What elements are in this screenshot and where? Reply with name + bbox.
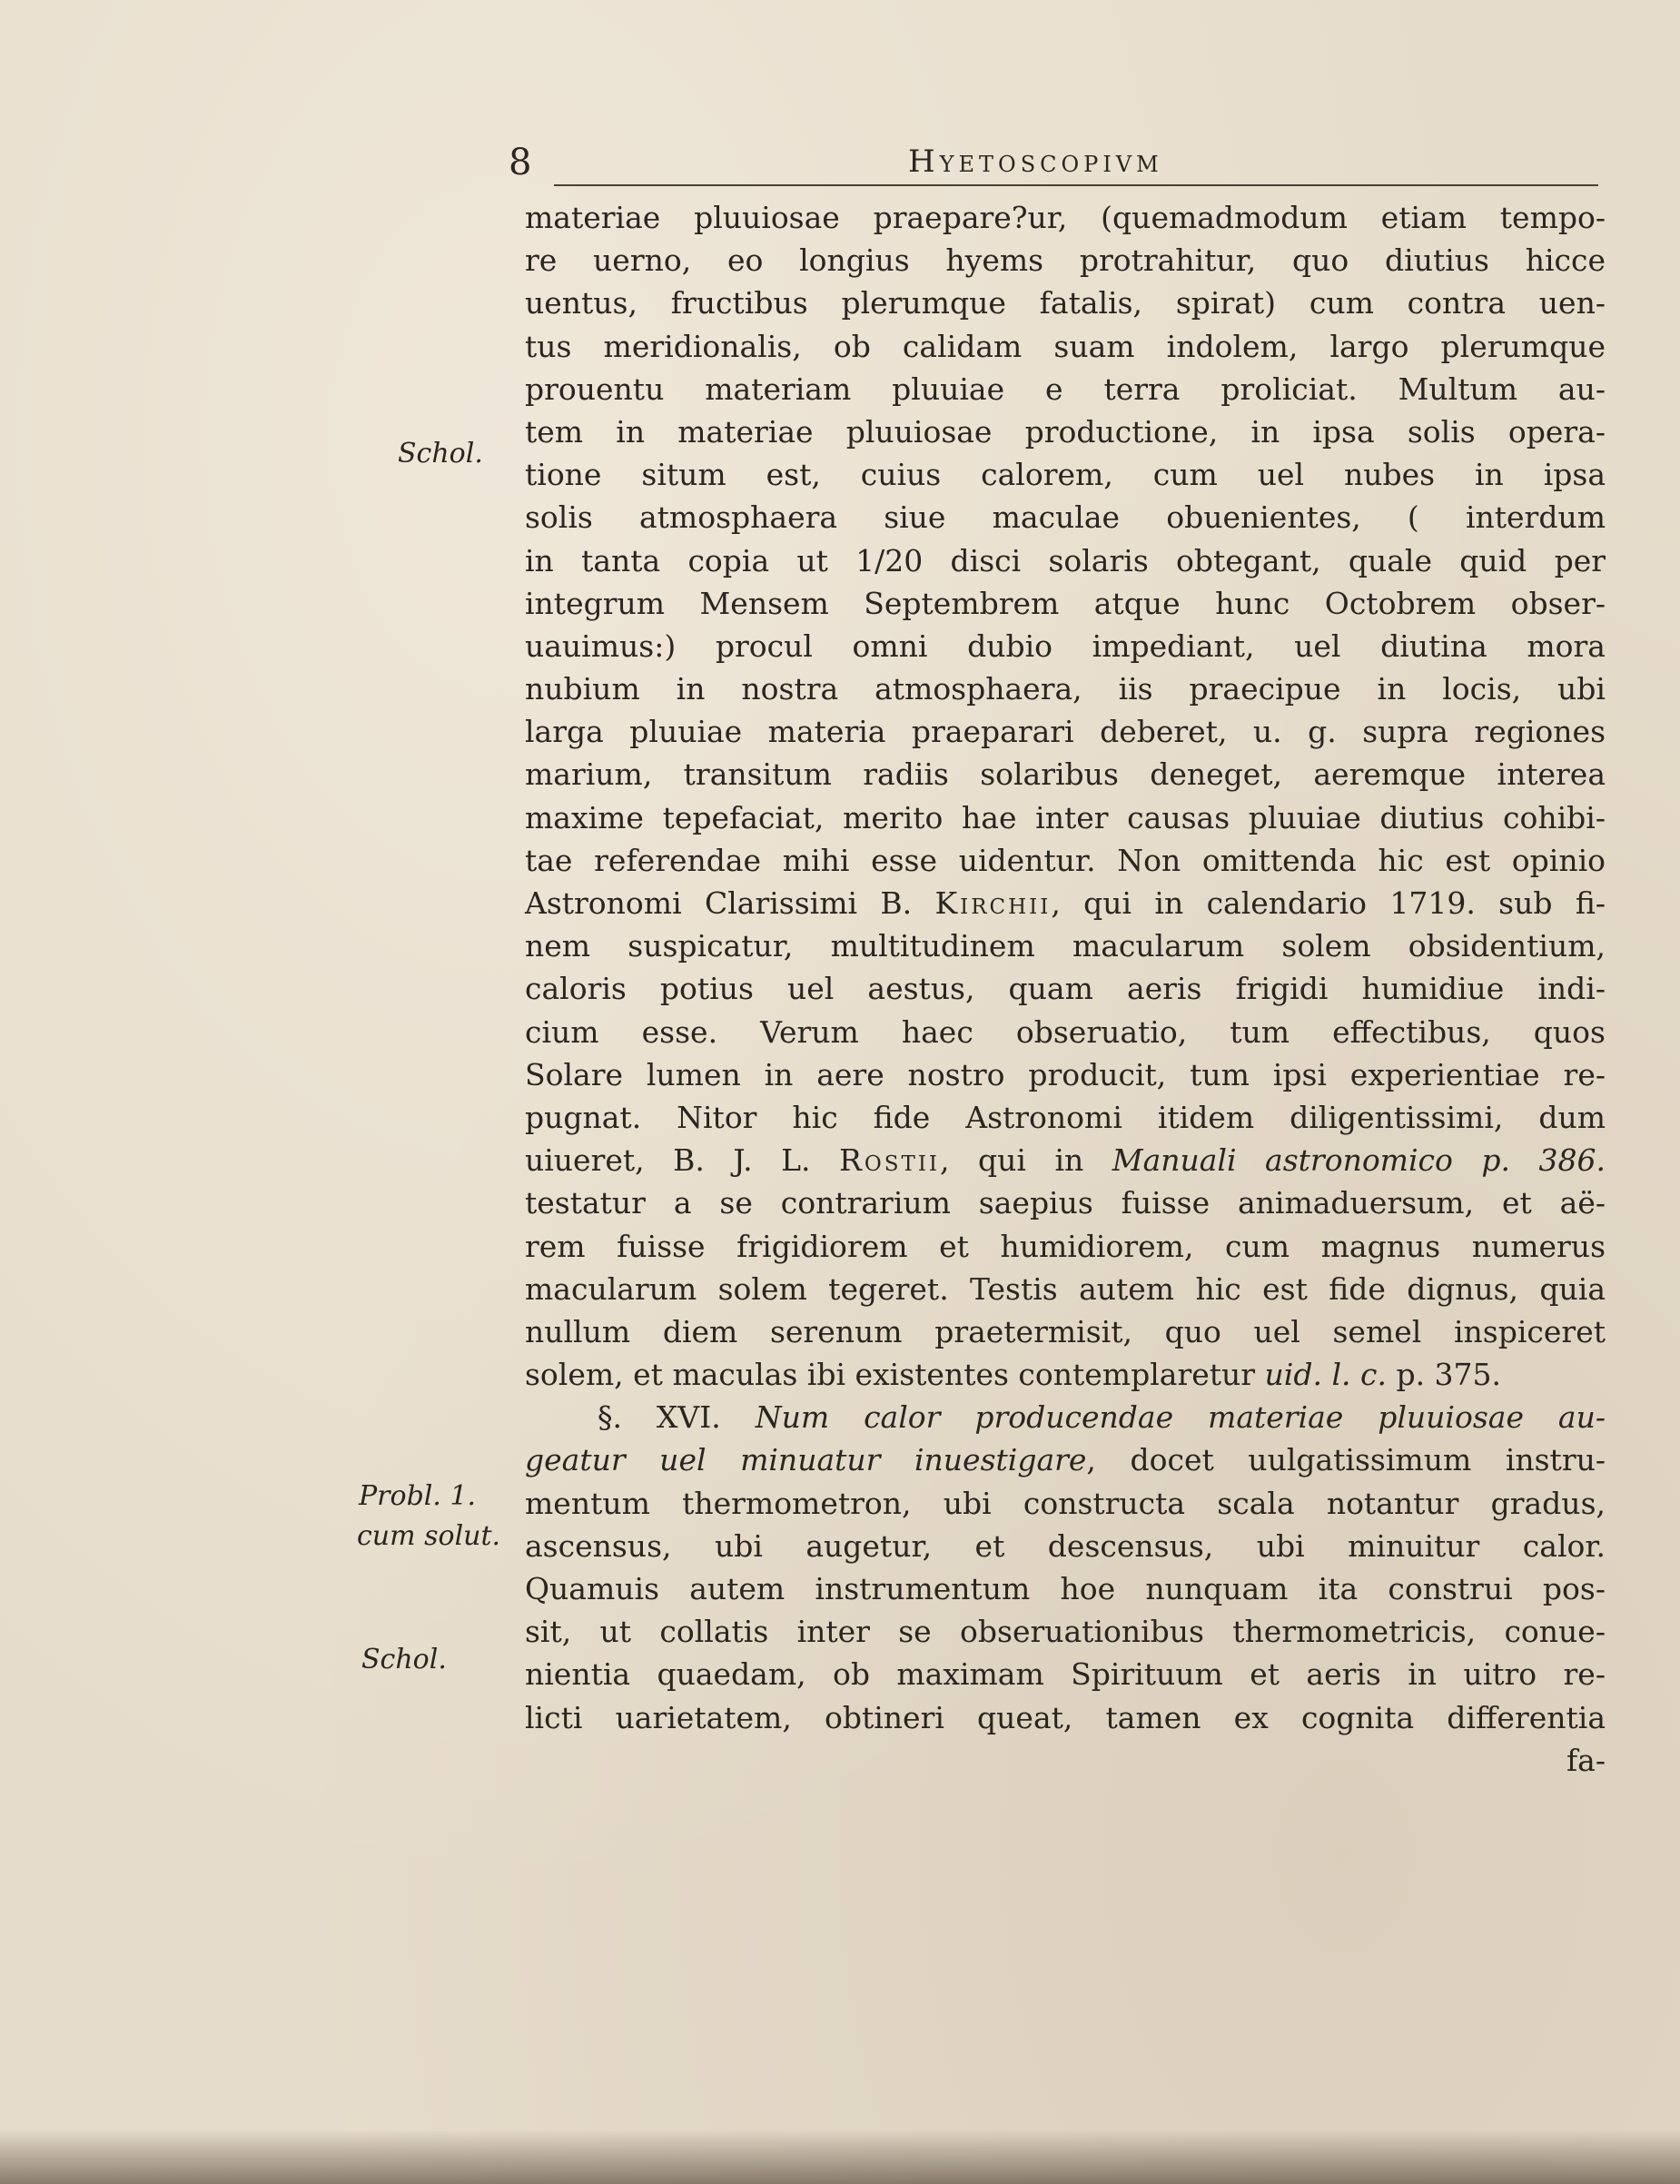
text-line: macularum solem tegeret. Testis autem hic est fide dignus, quia	[525, 1270, 1606, 1307]
text-line: nullum diem serenum praetermisit, quo uel semel inspiceret	[525, 1313, 1606, 1349]
text-line: caloris potius uel aestus, quam aeris frigidi humidiue indi-	[525, 971, 1606, 1007]
body-text	[525, 196, 1606, 1782]
text-line: maxime tepefaciat, merito hae inter causas pluuiae diutius cohibi-	[525, 799, 1606, 835]
page-number: 8	[509, 142, 532, 183]
text-span: , docet uulgatissimum instru-	[1086, 1442, 1606, 1478]
page-header	[509, 134, 1598, 183]
text-span: , qui in calendario 1719. sub fi-	[1051, 885, 1606, 921]
text-line: tione situm est, cuius calorem, cum uel nubes in ipsa	[525, 457, 1606, 493]
text-line: nientia quaedam, ob maximam Spirituum et aeris in uitro re-	[525, 1656, 1606, 1693]
catchword: fa-	[1566, 1742, 1606, 1778]
text-line	[525, 1353, 1606, 1396]
text-line	[525, 1139, 1606, 1181]
text-line: mentum thermometron, ubi constructa scala notantur gradus,	[525, 1485, 1606, 1521]
text-line: prouentu materiam pluuiae e terra proliciat. Multum au-	[525, 371, 1606, 407]
text-line: integrum Mensem Septembrem atque hunc Octobrem obser-	[525, 585, 1606, 621]
text-line: in tanta copia ut 1/20 disci solaris obtegant, quale quid per	[525, 542, 1606, 578]
problem-heading: Num calor producendae materiae pluuiosae au-	[755, 1399, 1606, 1436]
text-span: , qui in	[940, 1142, 1112, 1179]
problem-heading: geatur uel minuatur inuestigare	[525, 1442, 1087, 1478]
text-line: nem suspicatur, multitudinem macularum solem obsidentium,	[525, 928, 1606, 964]
text-line: tae referendae mihi esse uidentur. Non omittenda hic est opinio	[525, 842, 1606, 878]
text-line: solis atmosphaera siue maculae obuenientes, ( interdum	[525, 499, 1606, 536]
margin-note-schol-1: Schol.	[398, 438, 483, 469]
text-line	[525, 882, 1606, 924]
text-span: p. 375.	[1386, 1357, 1502, 1393]
text-line: materiae pluuiosae praepare?ur, (quemadmodum etiam tempo-	[525, 200, 1606, 235]
text-line: pugnat. Nitor hic fide Astronomi itidem diligentissimi, dum	[525, 1099, 1606, 1135]
text-line	[525, 1396, 1606, 1438]
text-line: larga pluuiae materia praeparari deberet, u. g. supra regiones	[525, 714, 1606, 750]
margin-note-cum-solut: cum solut.	[357, 1520, 501, 1552]
text-line: nubium in nostra atmosphaera, iis praecipue in locis, ubi	[525, 671, 1606, 707]
text-line: re uerno, eo longius hyems protrahitur, quo diutius hicce	[525, 242, 1606, 279]
author-name-rostius: Rostii	[839, 1142, 940, 1179]
text-line	[525, 1438, 1606, 1481]
book-title: Manuali astronomico p. 386.	[1112, 1142, 1606, 1179]
text-span: Astronomi Clarissimi B.	[525, 885, 935, 921]
text-span: solem, et maculas ibi existentes contemplaretur	[525, 1357, 1265, 1393]
text-line: tem in materiae pluuiosae productione, in ipsa solis opera-	[525, 413, 1606, 450]
text-line: Quamuis autem instrumentum hoe nunquam ita construi pos-	[525, 1571, 1606, 1606]
text-line: cium esse. Verum haec obseruatio, tum effectibus, quos	[525, 1013, 1606, 1050]
text-line: tus meridionalis, ob calidam suam indolem, largo plerumque	[525, 328, 1606, 364]
text-line: uauimus:) procul omni dubio impediant, uel diutina mora	[525, 628, 1606, 664]
text-line: testatur a se contrarium saepius fuisse animaduersum, et aë-	[525, 1185, 1606, 1221]
text-line: rem fuisse frigidiorem et humidiorem, cum magnus numerus	[525, 1228, 1606, 1264]
running-head: Hyetoscopivm	[908, 143, 1163, 180]
margin-note-schol-2: Schol.	[361, 1644, 447, 1675]
text-line: sit, ut collatis inter se obseruationibus thermometricis, conue-	[525, 1614, 1606, 1650]
margin-note-probl: Probl. 1.	[359, 1480, 477, 1512]
author-name-kirchius: Kirchii	[934, 885, 1052, 921]
page-edge-shadow	[0, 2130, 1680, 2184]
text-line: Solare lumen in aere nostro producit, tum ipsi experientiae re-	[525, 1056, 1606, 1092]
text-line: licti uarietatem, obtineri queat, tamen ex cognita differentia	[525, 1699, 1606, 1735]
section-number: §. XVI.	[598, 1399, 756, 1436]
citation: uid. l. c.	[1264, 1357, 1387, 1393]
text-line: ascensus, ubi augetur, et descensus, ubi minuitur calor.	[525, 1527, 1606, 1564]
text-line: marium, transitum radiis solaribus deneget, aeremque interea	[525, 756, 1606, 793]
header-rule	[554, 184, 1598, 186]
text-line: uentus, fructibus plerumque fatalis, spirat) cum contra uen-	[525, 285, 1606, 321]
text-span: uiueret, B. J. L.	[525, 1142, 840, 1179]
